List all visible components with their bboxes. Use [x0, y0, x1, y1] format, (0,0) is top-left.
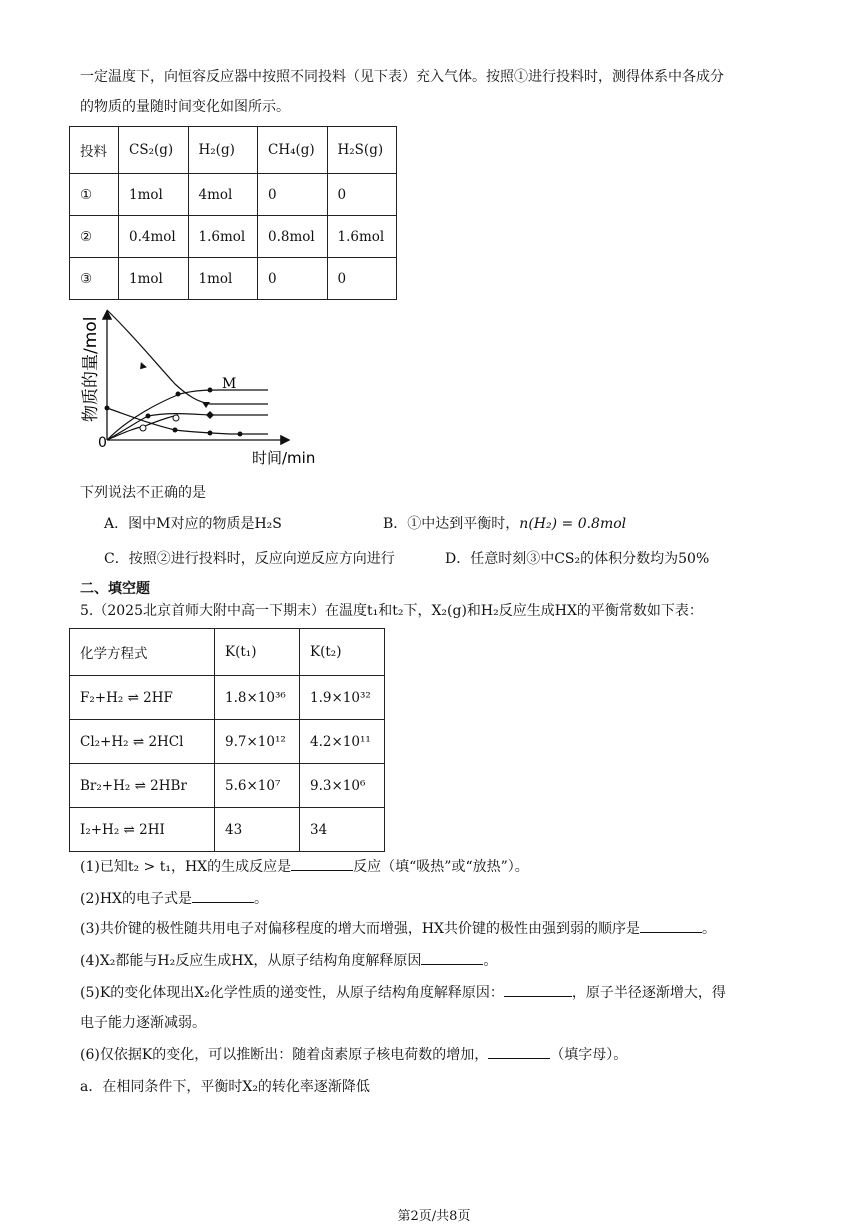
table-row: [70, 258, 397, 300]
k-header-cell: K(t₁): [215, 629, 300, 676]
table-row: [70, 764, 385, 808]
intro-line-2: 的物质的量随时间变化如图所示。: [80, 99, 290, 115]
curve-open-dot: [173, 415, 179, 421]
k-cell: 9.3×10⁶: [300, 764, 385, 808]
q5-part-4-text: (4)X₂都能与H₂反应生成HX，从原子结构角度解释原因: [80, 953, 422, 969]
answer-blank[interactable]: [504, 984, 572, 997]
feed-header-cell: CS₂(g): [119, 127, 189, 174]
feed-cell: 0: [258, 174, 328, 216]
feed-cell: 0: [258, 258, 328, 300]
k-cell: 4.2×10¹¹: [300, 720, 385, 764]
k-cell-equation: Cl₂+H₂ ⇌ 2HCl: [70, 720, 215, 764]
amount-vs-time-figure: [70, 302, 330, 468]
curve-low-dot: [173, 428, 178, 433]
feed-cell: ②: [70, 216, 119, 258]
label-m: M: [222, 376, 237, 392]
q5-part-3-text-end: 。: [702, 921, 717, 937]
q5-part-4-text-end: 。: [483, 953, 498, 969]
feed-cell: 0.4mol: [119, 216, 189, 258]
k-cell-equation: F₂+H₂ ⇌ 2HF: [70, 676, 215, 720]
x-axis-label: 时间/min: [252, 449, 316, 467]
q5-part-5-text: (5)K的变化体现出X₂化学性质的递变性，从原子结构角度解释原因：: [80, 985, 504, 1001]
k-cell: 43: [215, 808, 300, 852]
q5-part-2-text-end: 。: [254, 891, 269, 907]
q5-part-3: [80, 918, 716, 938]
q4-option-b: [383, 513, 626, 533]
q4-option-b-expr: n(H₂) = 0.8mol: [519, 516, 627, 532]
q5-part-2: [80, 888, 268, 908]
q5-part-2-text: (2)HX的电子式是: [80, 891, 193, 907]
feed-table: [69, 126, 397, 300]
q4-option-b-prefix: B．①中达到平衡时，: [383, 516, 520, 532]
curve-mid-dot: [146, 414, 151, 419]
feed-table-header-row: [70, 127, 397, 174]
curve-m-dot: [208, 388, 213, 393]
feed-cell: 1mol: [188, 258, 258, 300]
answer-blank[interactable]: [488, 1046, 550, 1059]
q5-part-5-text-end: ，原子半径逐渐增大，得: [571, 985, 726, 1001]
k-cell: 1.8×10³⁶: [215, 676, 300, 720]
answer-blank[interactable]: [421, 952, 483, 965]
curve-rising-mid: [107, 414, 268, 440]
k-table: [69, 628, 385, 852]
q5-part-5-cont: 电子能力逐渐减弱。: [80, 1015, 206, 1031]
q5-part-1-text-end: 反应（填“吸热”或“放热”）。: [353, 859, 529, 875]
k-cell-equation: I₂+H₂ ⇌ 2HI: [70, 808, 215, 852]
k-cell: 5.6×10⁷: [215, 764, 300, 808]
curve-low-dot: [105, 406, 110, 411]
k-cell: 1.9×10³²: [300, 676, 385, 720]
q5-part-6: [80, 1044, 627, 1064]
curve-open-dot: [140, 425, 146, 431]
feed-header-cell: CH₄(g): [258, 127, 328, 174]
q5-part-1-text: (1)已知t₂ > t₁，HX的生成反应是: [80, 859, 292, 875]
feed-cell: 0: [327, 174, 397, 216]
curve-mid-diamond: [206, 411, 214, 419]
q4-option-a: A．图中M对应的物质是H₂S: [104, 516, 282, 532]
origin-label: 0: [98, 435, 107, 451]
intro-line-1: 一定温度下，向恒容反应器中按照不同投料（见下表）充入气体。按照①进行投料时，测得体系中各成分: [80, 69, 724, 85]
q5-part-1: [80, 856, 529, 876]
q5-part-5: [80, 982, 726, 1002]
curve-m-dot: [176, 392, 181, 397]
table-row: [70, 808, 385, 852]
feed-cell: ①: [70, 174, 119, 216]
answer-blank[interactable]: [640, 920, 702, 933]
curve-marker-triangle: [137, 362, 147, 372]
q5-part-3-text: (3)共价键的极性随共用电子对偏移程度的增大而增强，HX共价键的极性由强到弱的顺序是: [80, 921, 641, 937]
feed-header-cell: 投料: [70, 127, 119, 174]
q4-option-d: D．任意时刻③中CS₂的体积分数均为50%: [445, 551, 710, 567]
k-header-cell: 化学方程式: [70, 629, 215, 676]
q5-part-4: [80, 950, 497, 970]
feed-header-cell: H₂S(g): [327, 127, 397, 174]
table-row: [70, 216, 397, 258]
feed-cell: ③: [70, 258, 119, 300]
answer-blank[interactable]: [192, 890, 254, 903]
section-heading: 二、填空题: [80, 581, 150, 597]
feed-cell: 1mol: [119, 258, 189, 300]
table-row: [70, 676, 385, 720]
q5-stem: 5.（2025北京首师大附中高一下期末）在温度t₁和t₂下，X₂(g)和H₂反应生成HX的平衡常数如下表：: [80, 603, 703, 619]
k-cell: 34: [300, 808, 385, 852]
feed-cell: 1.6mol: [327, 216, 397, 258]
k-table-header-row: [70, 629, 385, 676]
q5-option-a: a．在相同条件下，平衡时X₂的转化率逐渐降低: [80, 1079, 370, 1095]
answer-blank[interactable]: [291, 858, 353, 871]
curve-marker-triangle: [202, 402, 210, 408]
q4-option-c: C．按照②进行投料时，反应向逆反应方向进行: [104, 551, 395, 567]
page-footer: 第2页/共8页: [397, 1209, 471, 1224]
feed-cell: 4mol: [188, 174, 258, 216]
feed-header-cell: H₂(g): [188, 127, 258, 174]
k-cell-equation: Br₂+H₂ ⇌ 2HBr: [70, 764, 215, 808]
feed-cell: 0: [327, 258, 397, 300]
feed-cell: 0.8mol: [258, 216, 328, 258]
feed-cell: 1mol: [119, 174, 189, 216]
k-cell: 9.7×10¹²: [215, 720, 300, 764]
curve-low-dot: [208, 431, 213, 436]
k-header-cell: K(t₂): [300, 629, 385, 676]
q5-part-6-text: (6)仅依据K的变化，可以推断出：随着卤素原子核电荷数的增加，: [80, 1047, 489, 1063]
table-row: [70, 174, 397, 216]
q5-part-6-text-end: （填字母）。: [550, 1047, 628, 1063]
q4-stem: 下列说法不正确的是: [80, 485, 206, 501]
y-axis-label: 物质的量/mol: [81, 316, 101, 422]
curve-low-dot: [238, 432, 243, 437]
table-row: [70, 720, 385, 764]
feed-cell: 1.6mol: [188, 216, 258, 258]
